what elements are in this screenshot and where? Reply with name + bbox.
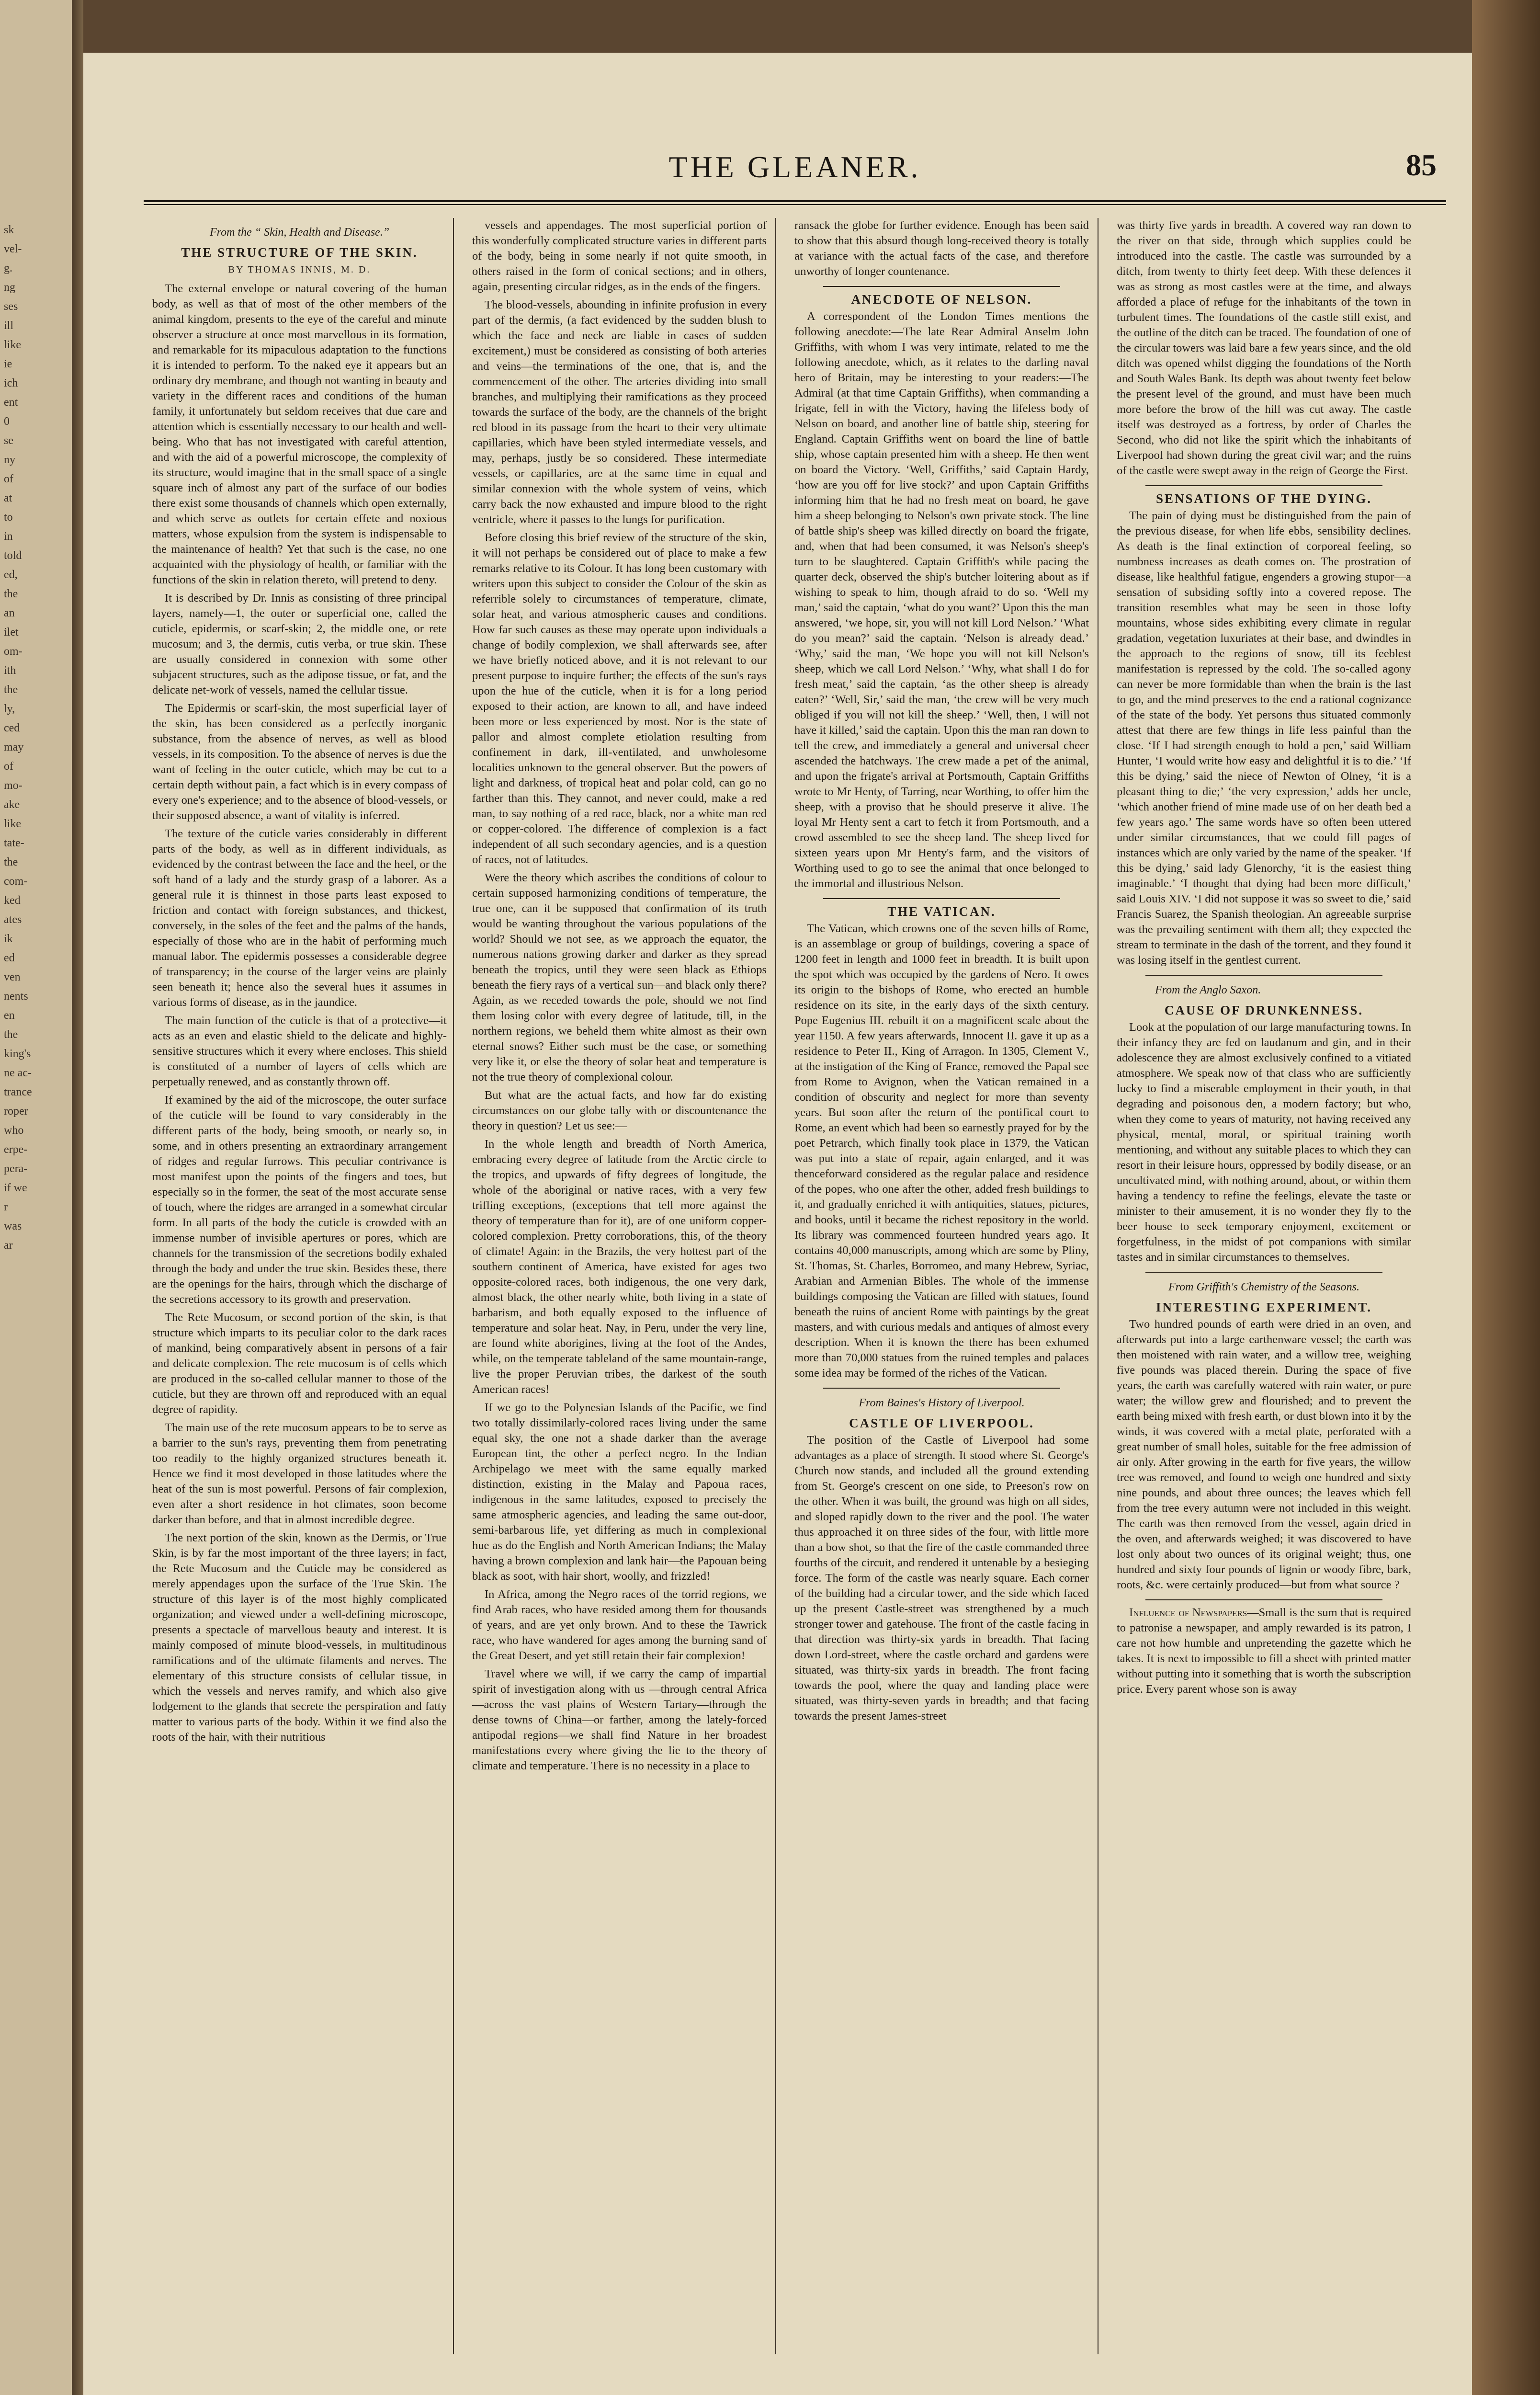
page-top-edge [83, 0, 1501, 53]
paragraph: Were the theory which ascribes the conditions of colour to certain supposed harmonizing conditions of temperature, the true one, can it be supposed that confirmation of its truth would be wanting throughout the various populations of the world? Should we not see, as we approach the equator, the numerous nations growing darker and darker as they spread beneath the tropics, until they were seen black as Ethiops beneath the fiery rays of a vertical sun—and black only there? Again, as we receded towards the pole, should we not find them losing color with every degree of latitude, till, in the northern regions, we beheld them white almost as their own eternal snows? Either such must be the case, or something very like it, or else the theory of solar heat and temperature is not the true theory of complexional colour. [472, 871, 767, 1083]
article-heading-skin: THE STRUCTURE OF THE SKIN. [181, 245, 418, 260]
article-separator [823, 286, 1060, 287]
article-separator [1145, 1599, 1382, 1600]
header-rule [144, 200, 1446, 202]
page-number: 85 [1406, 148, 1437, 182]
paragraph: The main function of the cuticle is that of a protective—it acts as an even and elastic shield to the delicate and highly-sensitive structures which it every where encloses. This shield is constituted of a number of layers of cells which are perpetually renewed, and as constantly thrown off. [152, 1014, 447, 1088]
paragraph: It is described by Dr. Innis as consisting of three principal layers, namely—1, the outer or superficial one, called the cuticle, epidermis, or scarf-skin; 2, the middle one, or rete mucosum; and 3, the dermis, cutis verba, or true skin. These are usually considered in connexion with some other subjacent structures, such as the adipose tissue, or fat, and the delicate net-work of vessels, named the cellular tissue. [152, 592, 447, 696]
page-fragment: of [4, 473, 13, 485]
article-body-experiment [1117, 1317, 1411, 1593]
page-fragment: in [4, 530, 13, 543]
book-gutter [72, 0, 83, 2395]
page-fragment: the [4, 684, 18, 696]
page-fragment: com- [4, 875, 28, 888]
article-heading-newspapers: Influence of Newspapers [1129, 1606, 1247, 1619]
page-fragment: to [4, 511, 13, 524]
page-fragment: who [4, 1124, 24, 1137]
article-heading-liverpool: CASTLE OF LIVERPOOL. [849, 1416, 1034, 1430]
page-fragment: ed, [4, 569, 18, 581]
page-fragment: trance [4, 1086, 32, 1098]
paragraph: vessels and appendages. The most superficial portion of this wonderfully complicated structure varies in different parts of the body, being in some nearly if not quite smooth, in others raised in the form of conical sections; and in others, again, presenting circular ridges, as in the ends of the fingers. [472, 219, 767, 293]
page-fragment: the [4, 856, 18, 868]
article-continuation: was thirty five yards in breadth. A covered way ran down to the river on that side, through which supplies could be introduced into the castle. The castle was surrounded by a ditch, from twenty to thirty feet deep. With these defences it was as strong as most castles were at the time, and always afforded a place of refuge for the inhabitants of the town in turbulent times. The foundations of the castle still exist, and the outline of the ditch can be traced. The foundation of one of the circular towers was laid bare a few years since, and the old ditch was opened whilst digging the foundations of the North and South Wales Bank. Its depth was about twenty feet below the present level of the ground, and must have been much more before the brow of the hill was cut away. The castle itself was destroyed as a fortress, by order of Charles the Second, who did not like the spirit which the inhabitants of Liverpool had shown during the great civil war; and the ruins of the castle were swept away in the reign of George the First. [1117, 219, 1411, 477]
paragraph: The Rete Mucosum, or second portion of the skin, is that structure which imparts to its peculiar color to the dark races of mankind, being comparatively absent in persons of a fair and delicate complexion. The rete mucosum is of cells which are produced in the so-called cellular manner to those of the cuticle, but they are thrown off and reproduced with an equal degree of rapidity. [152, 1311, 447, 1416]
article-source: From Griffith's Chemistry of the Seasons. [1168, 1281, 1359, 1293]
paragraph: Look at the population of our large manufacturing towns. In their infancy they are fed on laudanum and gin, and in their adolescence they are almost exclusively confined to a vitiated atmosphere. We speak now of that class who are sufficiently lucky to find a miserable employment in their youth, in that degrading and poisonous den, a modern factory; but who, when they come to years of maturity, not having received any physical, mental, moral, or spiritual training worth mentioning, and without any suitable places to which they can resort in their leisure hours, oppressed by bodily disease, or an uncultivated mind, with nothing around, about, or within them having a tendency to refine the feelings, elevate the taste or minister to their amusement, it is no wonder they fly to the beer house to seek temporary enjoyment, excitement or forgetfulness, in the midst of pot companions with similar tastes and in similar circumstances to themselves. [1117, 1021, 1411, 1264]
page-fragment: pera- [4, 1163, 28, 1175]
book-binding-edge [1472, 0, 1540, 2395]
paragraph: The external envelope or natural covering of the human body, as well as that of most of the other members of the animal kingdom, presents to the eye of the careful and minute observer a structure at once most marvellous in its formation, and remarkable for its mipaculous adaptation to the functions it is intended to perform. To the naked eye it appears but an ordinary dry membrane, and though not wanting in beauty and variety in the different races and conditions of the human family, it unfortunately but seldom receives that due care and attention which is essentially necessary to our health and well-being. Who that has not investigated with careful attention, and with the aid of a powerful microscope, the complexity of its structure, would imagine that in the small space of a single square inch of almost any part of the surface of our bodies there exist some thousands of channels which open externally, and which serve as outlets for certain effete and noxious matters, whose expulsion from the system is indispensable to the maintenance of health? Yet that such is the case, no one acquainted with the physiology of health, or familiar with the functions of the skin in relation thereto, will pretend to deny. [152, 282, 447, 586]
masthead-title: THE GLEANER. [668, 150, 921, 184]
article-body-nelson [794, 309, 1089, 891]
page-fragment: om- [4, 645, 23, 658]
column-3 [794, 218, 1089, 2364]
header-rule-thin [144, 204, 1446, 205]
article-source: From the Anglo Saxon. [1155, 984, 1261, 996]
article-body-newspapers: —Small is the sum that is required to patronise a newspaper, and amply rewarded is its patron, I care not how humble and unpretending the gazette which he takes. It is next to impossible to fill a sheet with printed matter without putting into it something that is worth the subscription price. Every parent whose son is away [1117, 1606, 1411, 1696]
article-heading-drunkenness: CAUSE OF DRUNKENNESS. [1164, 1003, 1364, 1017]
article-heading-vatican: THE VATICAN. [887, 904, 996, 919]
page-fragment: king's [4, 1048, 31, 1060]
article-newspapers [1117, 1605, 1411, 1697]
previous-page-fragments [4, 220, 66, 1255]
article-body-skin [152, 281, 447, 1745]
page-fragment: ven [4, 971, 21, 983]
page-fragment: en [4, 1009, 15, 1022]
article-heading-nelson: ANECDOTE OF NELSON. [851, 292, 1032, 307]
paragraph: The blood-vessels, abounding in infinite profusion in every part of the dermis, (a fact evidenced by the sudden blush to which the face and neck are liable in cases of sudden excitement,) must be considered as consisting of both arteries and veins—the terminations of the one, that is, and the commencement of the other. The arteries dividing into small branches, and multiplying their ramifications as they proceed towards the surface of the body, are the channels of the bright red blood in its passage from the heart to their very ultimate capillaries, which have been styled intermediate vessels, and may, perhaps, justly be so considered. These intermediate vessels, or capillaries, are at the same time in equal and similar connexion with the whole system of veins, which carry back the now exhausted and impure blood to the right ventricle, where it passes to the lungs for purification. [472, 298, 767, 526]
page-fragment: 0 [4, 415, 10, 428]
column-1 [152, 218, 447, 2364]
paragraph: A correspondent of the London Times mentions the following anecdote:—The late Rear Admiral Anselm John Griffiths, with whom I was very intimate, related to me the following anecdote, which, as it relates to the darling naval hero of Britain, may be interesting to your readers:—The Admiral (at that time Captain Griffiths), when commanding a frigate, fell in with the Victory, having the lifeless body of Nelson on board, and another line of battle ship, steering for England. Captain Griffiths went on board the line of battle ship, whose captain presented him with a sheep. He then went on board the Victory. ‘Well, Griffiths,’ said Captain Hardy, ‘how are you off for live stock?’ and upon Captain Griffiths informing him that he had no fresh meat on board, he gave him a sheep belonging to Nelson's own private stock. The line of battle ship's sheep was killed directly on board the frigate, and, when that had been consumed, it was Nelson's sheep's turn to be slaughtered. Captain Griffith's while pacing the quarter deck, observed the ship's butcher loitering about as if wishing to speak to him, though afraid to do so. ‘Well my man,’ said the captain, ‘what do you want?’ Upon this the man answered, ‘we hope, sir, you will not kill Lord Nelson.’ ‘What do you mean?’ said the captain. ‘Nelson is already dead.’ ‘Why,’ said the man, ‘We hope you will not kill Nelson's sheep, which we call Lord Nelson.’ ‘Why, what shall I do for fresh meat,’ said the captain, ‘as the other sheep is already eaten?’ ‘Well, Sir,’ said the man, ‘the crew will be very much obliged if you will not kill the sheep.’ ‘Well, then, I will not have it killed,’ said the captain. Upon this the man ran down to tell the crew, and immediately a general and universal cheer ascended the hatchways. The crew made a pet of the animal, and upon the frigate's arrival at Portsmouth, Captain Griffiths wrote to Mr Henty, of Tarring, near Worthing, to offer him the sheep, with a proviso that he should preserve it alive. The loyal Mr Henty sent a cart to fetch it from Portsmouth, and a crowd assembled to see the sheep land. The sheep lived for sixteen years upon Mr Henty's farm, and the visitors of Worthing used to go to see the animal that once belonged to the immortal and illustrious Nelson. [794, 310, 1089, 890]
article-separator [1145, 975, 1382, 976]
page-fragment: vel- [4, 243, 22, 255]
column-2 [472, 218, 767, 2364]
page-fragment: ses [4, 300, 18, 313]
page-fragment: ill [4, 319, 14, 332]
page-fragment: ates [4, 913, 22, 926]
article-byline: BY THOMAS INNIS, M. D. [228, 264, 371, 275]
page-fragment: sk [4, 224, 14, 236]
page-fragment: the [4, 1028, 18, 1041]
page-fragment: like [4, 818, 21, 830]
page-fragment: ith [4, 664, 16, 677]
article-separator [1145, 485, 1382, 486]
paragraph: The texture of the cuticle varies considerably in different parts of the body, as well as in different individuals, as evidenced by the contrast between the face and the heel, or the soft hand of a lady and the sturdy grasp of a laborer. As a general rule it is thinnest in those parts least exposed to friction and contact with foreign substances, and thickest, conversely, in the soles of the feet and the palms of the hands, especially of those who are in the habit of performing much manual labor. The epidermis possesses a considerable degree of transparency; in the course of the larger veins are plainly seen beneath it; hence also the several hues it assumes in various forms of disease, as in the jaundice. [152, 827, 447, 1009]
page-fragment: at [4, 492, 12, 504]
paragraph: The position of the Castle of Liverpool had some advantages as a place of strength. It stood where St. George's Church now stands, and included all the ground extending from St. George's crescent on one side, to Preeson's row on the other. When it was built, the ground was high on all sides, and sloped rapidly down to the river and the pool. The water thus approached it on three sides of the four, with little more than a bow shot, so that the fire of the castle commanded three fourths of the circuit, and rendered it untenable by a besieging force. The form of the castle was nearly square. Each corner of the building had a circular tower, and the side which faced up the present Castle-street was strengthened by a much stronger tower and gatehouse. The front of the castle facing in that direction was thirty-six yards in breadth. That facing down Lord-street, where the castle orchard and gardens were situated, was thirty-six yards in breadth. The front facing towards the pool, where the quay and landing place were situated, was thirty-seven yards in breadth; and that facing towards the present James-street [794, 1434, 1089, 1722]
page-fragment: ake [4, 798, 20, 811]
article-body-liverpool [794, 1433, 1089, 1724]
article-source: From Baines's History of Liverpool. [859, 1397, 1025, 1409]
article-body-drunkenness [1117, 1020, 1411, 1265]
page-fragment: erpe- [4, 1143, 28, 1156]
page-fragment: ar [4, 1239, 13, 1252]
column-divider-1 [453, 218, 454, 2354]
article-heading-dying: SENSATIONS OF THE DYING. [1155, 491, 1372, 506]
page-fragment: ie [4, 358, 12, 370]
paragraph: If examined by the aid of the microscope, the outer surface of the cuticle will be found to vary considerably in the different parts of the body, being smooth, or nearly so, in some, and in others presenting an extraordinary arrangement of ridges and regular furrows. This peculiar contrivance is most manifest upon the points of the fingers and toes, but especially so in the former, the seat of the most accurate sense of touch, where the ridges are arranged in a somewhat circular form. In all parts of the body the cuticle is crowded with an immense number of invisible apertures or pores, which are channels for the transmission of the secretions bodily exhaled through the body and under the true skin. Besides these, there are the openings for the hairs, through which the discharge of the secretions accessory to its growth and preservation. [152, 1094, 447, 1306]
page-fragment: ent [4, 396, 18, 409]
article-body-dying [1117, 508, 1411, 968]
paragraph: If we go to the Polynesian Islands of the Pacific, we find two totally dissimilarly-colored races living under the same equal sky, the one not a shade darker than the average European tint, the other a perfect negro. In the Indian Archipelago we meet with the same equally marked distinction, existing in the Malay and Papoua races, indigenous in the same latitudes, exposed to precisely the same atmospheric agencies, and leading the same out-door, semi-barbarous life, yet differing as much in complexional hue as do the English and North American Indians; the Malay having a brown complexion and lank hair—the Papouan being black as soot, with hair short, woolly, and frizzled! [472, 1401, 767, 1583]
column-4 [1117, 218, 1411, 2364]
article-separator [823, 1388, 1060, 1389]
page-fragment: the [4, 588, 18, 600]
page-fragment: may [4, 741, 24, 753]
article-body-skin-continued [472, 218, 767, 1774]
page-fragment: ked [4, 894, 21, 907]
page-fragment: se [4, 434, 13, 447]
paragraph: The main use of the rete mucosum appears to be to serve as a barrier to the sun's rays, preventing them from penetrating too readily to the highly organized structures beneath it. Hence we find it most developed in those latitudes where the heat of the sun is most powerful. Persons of fair complexion, even after a short residence in hot climates, soon become darker than before, and that in almost incredible degree. [152, 1421, 447, 1526]
page-fragment: ced [4, 722, 20, 734]
page-fragment: ik [4, 933, 13, 945]
article-source: From the “ Skin, Health and Disease.” [209, 226, 390, 239]
paragraph: But what are the actual facts, and how far do existing circumstances on our globe tally with or discountenance the theory in question? Let us see:— [472, 1089, 767, 1132]
previous-page-edge [0, 0, 72, 2395]
paragraph: The next portion of the skin, known as the Dermis, or True Skin, is by far the most important of the three layers; in fact, the Rete Mucosum and the Cuticle may be considered as merely appendages upon the surface of the True Skin. The structure of this layer is of the most highly complicated organization; and viewed under a well-defining microscope, presents a spectacle of marvellous beauty and interest. It is mainly composed of minute blood-vessels, in multitudinous ramifications and of the ultimate filaments and nerves. The elementary of this structure consists of cellular tissue, in which the vessels and nerves ramify, and which also give lodgement to the glands that secrete the perspiration and fatty matter to various parts of the body. Within it we find also the roots of the hair, with their nutritious [152, 1531, 447, 1744]
paragraph: In the whole length and breadth of North America, embracing every degree of latitude from the Arctic circle to the tropics, and upwards of fifty degrees of longitude, the whole of the aboriginal or native races, with a very few trifling exceptions, (exceptions that tell more against the theory of temperature than for it), are of one uniform copper-colored complexion. Pretty corroborations, this, of the theory of climate! Again: in the Brazils, the very hottest part of the southern continent of America, have existed for ages two opposite-colored races, both indigenous, the one very dark, almost black, the other nearly white, both living in a state of barbarism, and both equally exposed to the influence of temperature and solar heat. Nay, in Peru, under the very line, are found white aborigines, living at the foot of the Andes, while, on the temperate tableland of the same mountain-range, live the proper Peruvian tribes, the darkest of the south American races! [472, 1138, 767, 1396]
page-fragment: tate- [4, 837, 24, 849]
page-header [144, 144, 1446, 196]
paragraph: The Epidermis or scarf-skin, the most superficial layer of the skin, has been considered as a perfectly inorganic substance, from the absence of nerves, as well as blood vessels, in its composition. To the absence of nerves is due the want of feeling in the outer cuticle, which may be cut to a certain depth without pain, a fact which is in every compass of every one's experience; and to the absence of blood-vessels, or their supposed absence, a want of vitality is inferred. [152, 702, 447, 822]
page-fragment: of [4, 760, 13, 773]
paragraph: Two hundred pounds of earth were dried in an oven, and afterwards put into a large earthenware vessel; the earth was then moistened with rain water, and a willow tree, weighing five pounds was placed therein. During the space of five years, the earth was carefully watered with rain water, or pure water; the willow grew and flourished; and to prevent the earth being mixed with fresh earth, or dust blown into it by the winds, it was covered with a metal plate, perforated with a great number of small holes, suitable for the free admission of air only. After growing in the earth for five years, the willow tree was removed, and found to weigh one hundred and sixty nine pounds, and about three ounces; the leaves which fell from the tree every autumn were not included in this weight. The earth was then removed from the vessel, again dried in the oven, and afterwards weighed; it was discovered to have lost only about two ounces of its original weight; thus, one hundred and sixty four pounds of lignin or woody fibre, bark, roots, &c. were certainly produced—but from what source ? [1117, 1318, 1411, 1591]
page-fragment: like [4, 339, 21, 351]
paragraph: The Vatican, which crowns one of the seven hills of Rome, is an assemblage or group of buildings, covering a space of 1200 feet in length and 1000 feet in breadth. It is built upon the spot which was occupied by the gardens of Nero. It owes its origin to the bishops of Rome, who erected an humble residence on its site, in the early days of the sixth century. Pope Eugenius III. rebuilt it on a magnificent scale about the year 1150. A few years afterwards, Innocent II. gave it up as a residence to Peter II., King of Arragon. In 1305, Clement V., at the instigation of the King of France, removed the Papal see from Rome to Avignon, when the Vatican remained in a condition of obscurity and neglect for more than seventy years. But soon after the return of the pontifical court to Rome, an event which had been so earnestly prayed for by the poet Petrarch, which finally took place in 1379, the Vatican was put into a state of repair, again enlarged, and it was thenceforward considered as the regular palace and residence of the popes, who one after the other, added fresh buildings to it, and gradually enriched it with antiquities, statues, pictures, and books, until it became the richest repository in the world. Its library was commenced fourteen hundred years ago. It contains 40,000 manuscripts, among which are some by Pliny, St. Thomas, St. Charles, Borromeo, and many Hebrew, Syriac, Arabian and Armenian Bibles. The whole of the immense buildings composing the Vatican are filled with statues, found beneath the ruins of ancient Rome with paintings by the great masters, and with curious medals and antiques of almost every description. When it is known the there has been exhumed more than 70,000 statues from the ruined temples and palaces some idea may be formed of the riches of the Vatican. [794, 922, 1089, 1380]
paragraph: Travel where we will, if we carry the camp of impartial spirit of investigation along with us —through central Africa—across the vast plains of Western Tartary—through the dense towns of China—or farther, among the lately-forced antipodal regions—we shall find Nature in her broadest manifestations every where giving the lie to the theory of climate and temperature. There is no necessity in a place to [472, 1667, 767, 1772]
article-body-vatican [794, 921, 1089, 1381]
article-continuation: ransack the globe for further evidence. Enough has been said to show that this absurd though long-received theory is totally at variance with the actual facts of the case, and therefore unworthy of longer countenance. [794, 219, 1089, 278]
paragraph: In Africa, among the Negro races of the torrid regions, we find Arab races, who have resided among them for thousands of years, and are yet only brown. And to these the Tawrick race, who have wandered for ages among the burning sand of the Great Desert, and yet still retain their fair complexion! [472, 1588, 767, 1662]
page-fragment: an [4, 607, 15, 619]
paragraph: The pain of dying must be distinguished from the pain of the previous disease, for when life ebbs, sensibility declines. As death is the final extinction of corporeal feeling, so numbness increases as death comes on. The prostration of disease, like healthful fatigue, engenders a growing stupor—a sensation of subsiding softly into a covered repose. The transition resembles what may be seen in those lofty mountains, whose sides exhibiting every climate in regular gradation, vegetation luxuriates at their base, and dwindles in the approach to the regions of snow, till its feeblest manifestation is repressed by the cold. The so-called agony can never be more formidable than when the brain is the last to go, and the mind preserves to the end a rational cognizance of the state of the body. Yet persons thus situated commonly attest that there are few things in life less painful than the close. ‘If I had strength enough to hold a pen,’ said William Hunter, ‘I would write how easy and delightful it is to die.’ ‘If this be dying,’ said the niece of Newton of Olney, ‘it is a pleasant thing to die;’ ‘the very expression,’ adds her uncle, ‘which another friend of mine made use of on her death bed a few years ago.’ The same words have so often been uttered under similar circumstances, that we could fill pages of instances which are only varied by the name of the speaker. ‘If this be dying,’ said lady Glenorchy, ‘it is the easiest thing imaginable.’ ‘I thought that dying had been more difficult,’ said Louis XIV. ‘I did not suppose it was so sweet to die,’ said Francis Suarez, the Spanish theologian. An agreeable surprise was the prevailing sentiment with them all; they expected the stream to terminate in the dash of the torrent, and they found it was losing itself in the gentlest current. [1117, 509, 1411, 967]
page-fragment: nents [4, 990, 28, 1003]
page-fragment: ly, [4, 703, 15, 715]
page-fragment: told [4, 549, 22, 562]
page-fragment: was [4, 1220, 22, 1232]
page-fragment: ng [4, 281, 15, 294]
page-fragment: ed [4, 952, 15, 964]
page-fragment: ne ac- [4, 1067, 32, 1079]
article-heading-experiment: INTERESTING EXPERIMENT. [1155, 1300, 1372, 1314]
column-divider-2 [775, 218, 776, 2354]
page-fragment: ny [4, 454, 15, 466]
page-fragment: if we [4, 1182, 27, 1194]
page-fragment: mo- [4, 779, 23, 792]
page-fragment: roper [4, 1105, 28, 1118]
article-separator [823, 898, 1060, 899]
page-fragment: ilet [4, 626, 19, 639]
page-fragment: r [4, 1201, 8, 1213]
paragraph: Before closing this brief review of the structure of the skin, it will not perhaps be considered out of place to make a few remarks relative to its Colour. It has long been customary with writers upon this subject to consider the Colour of the skin as referrible solely to circumstances of temperature, climate, solar heat, and various atmospheric causes and conditions. How far such causes as these may operate upon individuals a change of bodily complexion, we shall afterwards see, after we have briefly noticed above, and it is not relevant to our present purpose to inquire further; the effects of the sun's rays upon the hue of the cuticle, when it is for a long period exposed to their action, are known to all, and have indeed been more or less experienced by most. Nor is the state of pallor and almost complete etiolation resulting from confinement in dark, ill-ventilated, and unwholesome localities unknown to the general observer. But the powers of light and darkness, of tropical heat and polar cold, can go no farther than this. They cannot, and never could, make a red man, to say nothing of a red race, black, nor a white man red or copper-colored. The difference of complexion is a fact independent of all such secondary agencies, and is a question of races, not of latitudes. [472, 531, 767, 866]
page-fragment: ich [4, 377, 18, 389]
article-separator [1145, 1272, 1382, 1273]
page-fragment: g. [4, 262, 12, 274]
